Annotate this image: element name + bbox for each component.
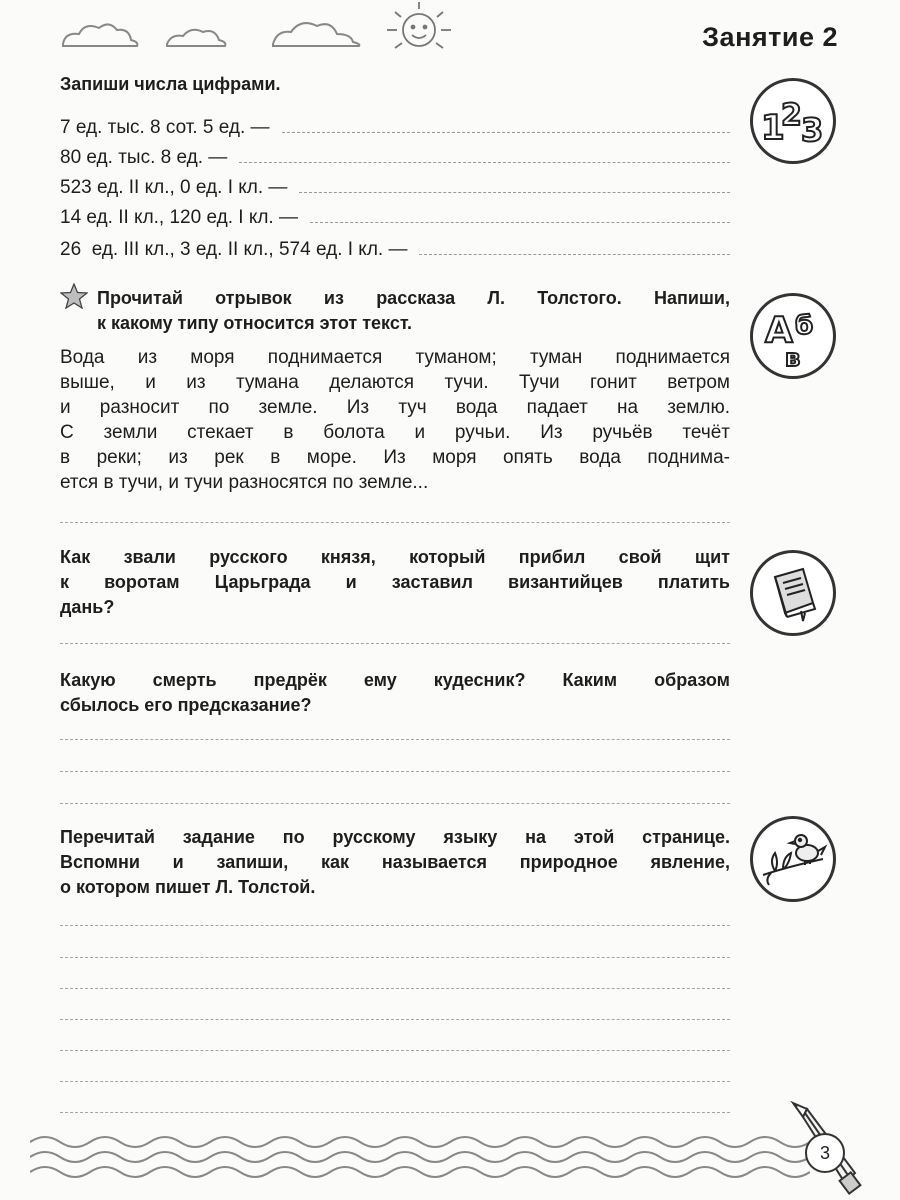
reading-question-1: Как звали русского князя, который прибил свой щит к воротам Царьграда и заставил византийцев платить дань?: [60, 547, 730, 617]
answer-line[interactable]: [60, 803, 730, 804]
book-icon: [750, 550, 836, 636]
answer-line[interactable]: [60, 1019, 730, 1020]
clouds-decoration: [55, 0, 385, 60]
page-number: 3: [805, 1133, 845, 1173]
star-icon: [60, 283, 88, 309]
answer-line[interactable]: [282, 132, 730, 133]
svg-text:А: А: [765, 310, 793, 351]
nature-task-instruction: Перечитай задание по русскому языку на этой странице. Вспомни и запиши, как называется природное явление, о котором пишет Л. Толстой.: [60, 827, 730, 897]
waves-decoration: [30, 1132, 810, 1192]
bird-on-branch-icon: [750, 816, 836, 902]
answer-line[interactable]: [60, 771, 730, 772]
reading-question-2: Какую смерть предрёк ему кудесник? Каким образом сбылось его предсказание?: [60, 670, 730, 715]
math-item: 523 ед. II кл., 0 ед. I кл. —: [60, 172, 730, 199]
answer-line[interactable]: [60, 643, 730, 644]
math-item: 7 ед. тыс. 8 сот. 5 ед. —: [60, 112, 730, 139]
answer-line[interactable]: [60, 1081, 730, 1082]
svg-text:в: в: [785, 344, 801, 372]
answer-line[interactable]: [60, 1050, 730, 1051]
answer-line[interactable]: [60, 957, 730, 958]
answer-line[interactable]: [60, 1112, 730, 1113]
svg-text:2: 2: [781, 98, 802, 133]
answer-line[interactable]: [310, 222, 730, 223]
svg-text:1: 1: [761, 108, 785, 148]
answer-line[interactable]: [299, 192, 730, 193]
math-task-instruction: Запиши числа цифрами.: [60, 74, 281, 94]
math-item: 26 ед. III кл., 3 ед. II кл., 574 ед. I кл. —: [60, 234, 730, 261]
numbers-123-icon: [750, 78, 836, 164]
svg-text:б: б: [795, 311, 814, 341]
sun-icon: [375, 0, 465, 60]
russian-task-instruction: Прочитай отрывок из рассказа Л. Толстого. Напиши, к какому типу относится этот текст.: [97, 288, 730, 333]
math-item: 14 ед. II кл., 120 ед. I кл. —: [60, 202, 730, 229]
svg-text:3: 3: [801, 111, 824, 149]
tolstoy-passage: Вода из моря поднимается туманом; туман поднимается выше, и из тумана делаются тучи. Тучи гонит ветром и разносит по земле. Из туч вода падает на землю. С земли стекает в болота и ручьи. Из ручьёв течёт в реки; из рек в море. Из моря опять вода поднима- ется в тучи, и тучи разносятся по земле...: [60, 347, 730, 493]
letters-abv-icon: [750, 293, 836, 379]
answer-line[interactable]: [60, 925, 730, 926]
math-item: 80 ед. тыс. 8 ед. —: [60, 142, 730, 169]
answer-line[interactable]: [60, 522, 730, 523]
answer-line[interactable]: [419, 254, 730, 255]
answer-line[interactable]: [239, 162, 730, 163]
answer-line[interactable]: [60, 988, 730, 989]
answer-line[interactable]: [60, 739, 730, 740]
page-title: Занятие 2: [702, 22, 838, 52]
